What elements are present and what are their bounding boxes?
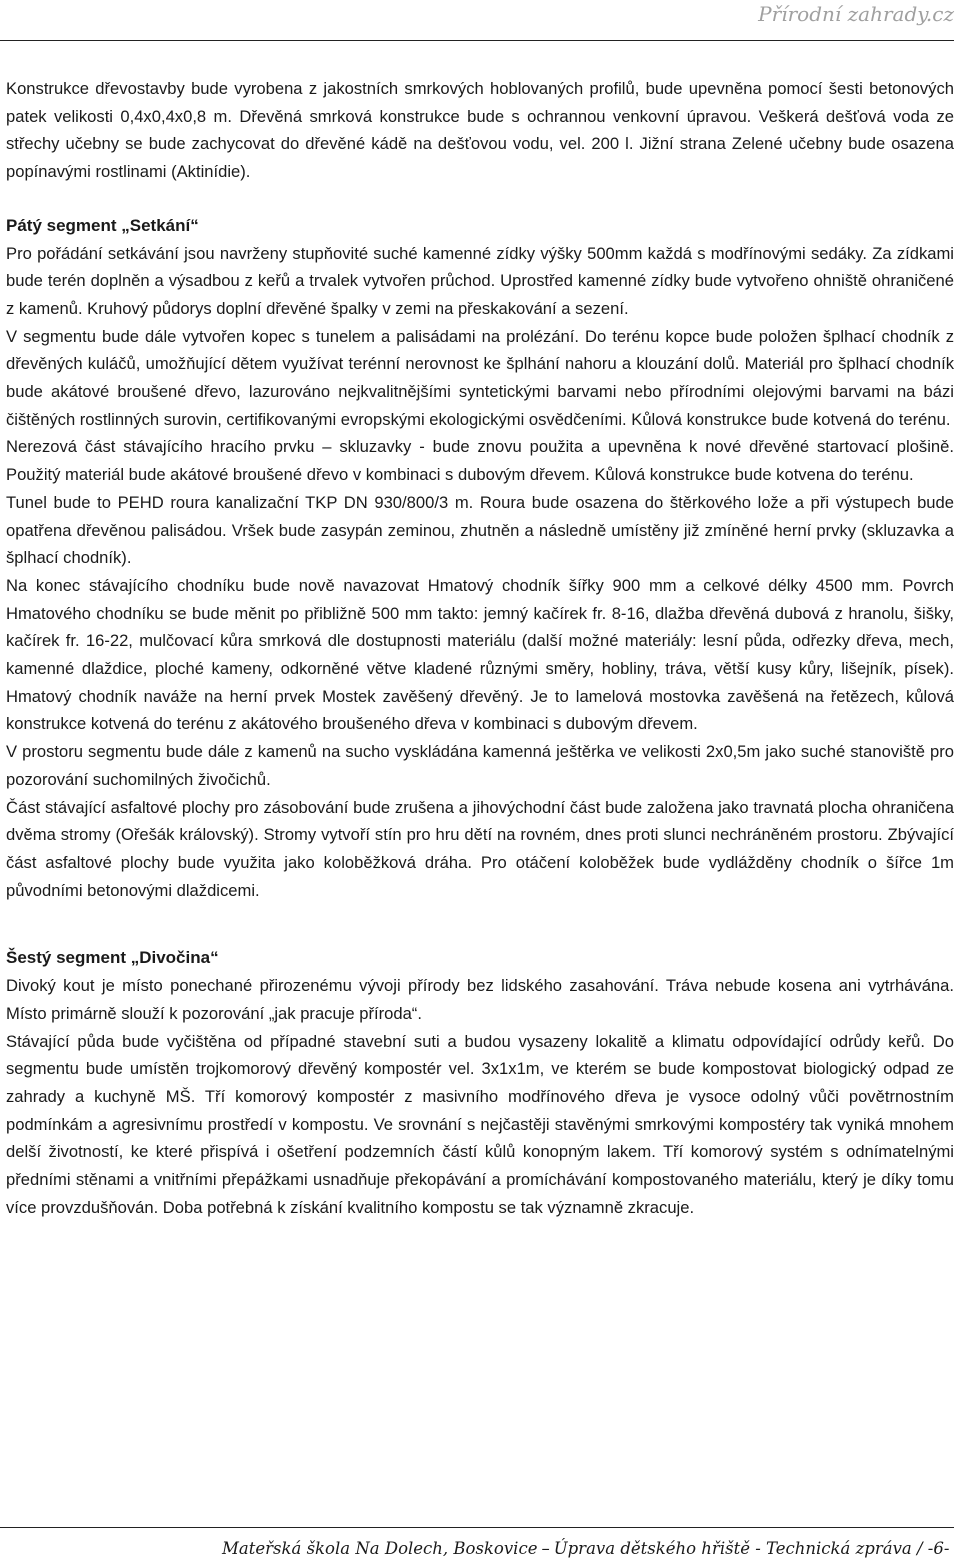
- segment-5-heading: Pátý segment „Setkání“: [6, 215, 199, 235]
- segment-6-heading: Šestý segment „Divočina“: [6, 948, 219, 968]
- page-footer: [222, 1539, 949, 1558]
- intro-paragraph: Konstrukce dřevostavby bude vyrobena z jakostních smrkových hoblovaných profilů, bude upevněna pomocí šesti betonových patek velikosti 0,4x0,4x0,8 m. Dřevěná smrková konstrukce bude s ochrannou venkovní úpravou. Veškerá dešťová voda ze střechy učebny se bude zachycovat do dřevěné kádě na dešťovou vodu, vel. 200 l. Jižní strana Zelené učebny bude osazena popínavými rostlinami (Aktinídie).: [6, 79, 954, 182]
- footer-title: Úprava dětského hřiště - Technická zpráva / -6-: [553, 1539, 950, 1558]
- segment-5-paragraph: Část stávající asfaltové plochy pro zásobování bude zrušena a jihovýchodní část bude založena jako travnatá plocha ohraničena dvěma stromy (Ořešák královský). Stromy vytvoří stín pro hru dětí na rovném, dnes proti slunci nechráněném prostoru. Zbývající část asfaltové plochy bude využita jako koloběžková dráha. Pro otáčení koloběžek bude vydlážděny chodník o šířce 1m původními betonovými dlaždicemi.: [6, 797, 954, 900]
- segment-6-paragraph: Divoký kout je místo ponechané přirozenému vývoji přírody bez lidského zasahování. Tráva nebude kosena ani vytrhávána. Místo primárně slouží k pozorování „jak pracuje příroda“.: [6, 976, 954, 1023]
- footer-divider: [0, 1527, 954, 1528]
- segment-6-paragraph: Stávající půda bude vyčištěna od případné stavební suti a budou vysazeny lokalitě a klimatu odpovídající odrůdy keřů. Do segmentu bude umístěn trojkomorový dřevěný kompostér vel. 3x1x1m, ve kterém se bude kompostovat biologický odpad ze zahrady a kuchyně MŠ. Tří komorový kompostér z masivního modřínového dřeva je vysoce odolný vůči povětrnostním podmínkám a agresivnímu prostředí v kompostu. Ve srovnání s nejčastěji stavěnými smrkovými kompostéry tak vyniká mnohem delší životností, ke které přispívá i ošetření podzemních částí kůlů konopným lakem. Tří komorový systém s odnímatelnými předními stěnami a vnitřními přepážkami usnadňuje překopávání a promíchávání kompostovaného materiálu, který je díky tomu více provzdušňován. Doba potřebná k získání kvalitního kompostu se tak významně zkracuje.: [6, 1031, 954, 1217]
- site-brand: Přírodní zahrady.cz: [758, 2, 954, 26]
- document-body: [6, 75, 954, 1221]
- segment-5-paragraph: Nerezová část stávajícího hracího prvku – skluzavky - bude znovu použita a upevněna k nové dřevěné startovací plošině. Použitý materiál bude akátové broušené dřevo v kombinaci s dubovým dřevem. Kůlová konstrukce bude kotvena do terénu.: [6, 437, 954, 485]
- segment-5-paragraph: V prostoru segmentu bude dále z kamenů na sucho vyskládána kamenná ještěrka ve velikosti 2x0,5m jako suché stanoviště pro pozorování suchomilných živočichů.: [6, 742, 954, 789]
- segment-5-paragraph: Pro pořádání setkávání jsou navrženy stupňovité suché kamenné zídky výšky 500mm každá s modřínovými sedáky. Za zídkami bude terén doplněn a výsadbou z keřů a trvalek vytvořen průchod. Uprostřed kamenné zídky bude vytvořeno ohniště ohraničené z kamenů. Kruhový půdorys doplní dřevěné špalky v zemi na přeskakování a sezení.: [6, 243, 954, 318]
- page-header: [0, 0, 954, 41]
- segment-5-paragraph: Tunel bude to PEHD roura kanalizační TKP DN 930/800/3 m. Roura bude osazena do štěrkového lože a při výstupech bude opatřena dřevěnou palisádou. Vršek bude zasypán zeminou, zhutněn a následně umístěny již zmíněné herní prvky (skluzavka a šplhací chodník).: [6, 492, 954, 568]
- segment-5-paragraph: V segmentu bude dále vytvořen kopec s tunelem a palisádami na prolézání. Do terénu kopce bude položen šplhací chodník z dřevěných kuláčů, umožňující dětem využívat terénní nerovnost ke šplhání nahoru a klouzání dolů. Materiál pro šplhací chodník bude akátové broušené dřevo, lazurováno nejkvalitnějšími syntetickými barvami nebo přírodními olejovými barvami na bázi čištěných rostlinných surovin, certifikovanými evropskými ekologickými osvědčeními. Kůlová konstrukce bude kotvená do terénu.: [6, 326, 954, 429]
- footer-separator: –: [541, 1539, 550, 1558]
- footer-school: Mateřská škola Na Dolech, Boskovice: [222, 1539, 538, 1558]
- segment-5-paragraph: Na konec stávajícího chodníku bude nově navazovat Hmatový chodník šířky 900 mm a celkové délky 4500 mm. Povrch Hmatového chodníku se bude měnit po přibližně 500 mm takto: jemný kačírek fr. 8-16, dlažba dřevěná dubová z hranolu, šišky, kačírek fr. 16-22, mulčovací kůra smrková dle dostupnosti materiálu (další možné materiály: lesní půda, odřezky dřeva, mech, kamenné dlaždice, ploché kameny, odkorněné větve kladené různými směry, hobliny, tráva, větší kusy kůry, lišejník, písek). Hmatový chodník naváže na herní prvek Mostek zavěšený dřevěný. Je to lamelová mostovka zavěšená na řetězech, kůlová konstrukce kotvená do terénu z akátového broušeného dřeva v kombinaci s dubovým dřevem.: [6, 575, 954, 734]
